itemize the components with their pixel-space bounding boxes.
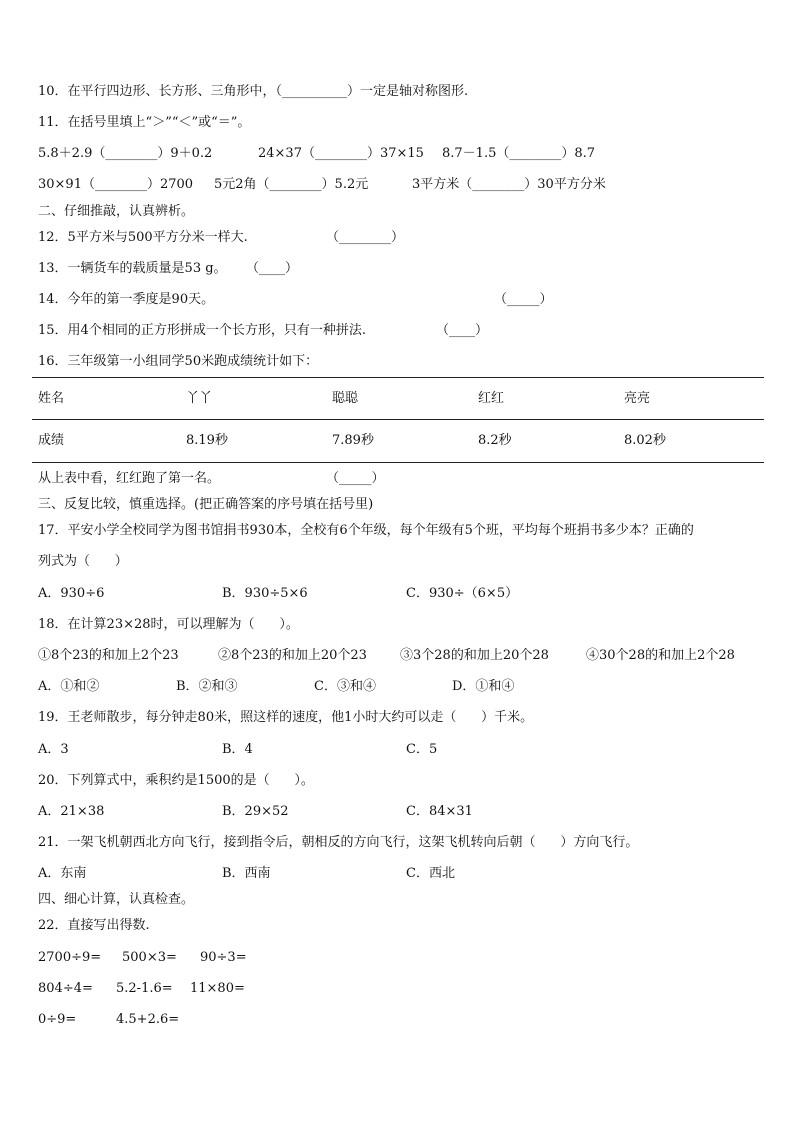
calc-item: 804÷4= [38, 981, 93, 996]
table-cell: 成绩 [38, 433, 65, 448]
calc-item: 5.2-1.6= [116, 981, 173, 996]
answer-parens: （____） [246, 261, 299, 276]
option: B．4 [222, 742, 253, 757]
option: B．930÷5×6 [222, 586, 308, 601]
statement-item: ④30个28的和加上2个28 [586, 648, 735, 663]
section-heading: 四、细心计算，认真检查。 [38, 892, 195, 907]
statement-item: ①8个23的和加上2个23 [38, 648, 179, 663]
question-14: 14．今年的第一季度是90天。 [38, 292, 215, 307]
option: B．②和③ [176, 679, 238, 694]
option: A．东南 [38, 866, 87, 881]
table-header-cell: 红红 [478, 391, 505, 406]
option: C．西北 [406, 866, 455, 881]
table-cell: 8.19秒 [186, 433, 228, 448]
question-16-statement: 从上表中看，红红跑了第一名。 [38, 471, 221, 486]
option: B．西南 [222, 866, 271, 881]
question-11: 11．在括号里填上“＞”“＜”或“＝”。 [38, 115, 251, 130]
statement-item: ②8个23的和加上20个23 [218, 648, 367, 663]
option: C．84×31 [406, 804, 473, 819]
statement-item: ③3个28的和加上20个28 [400, 648, 549, 663]
question-17-cont: 列式为（ ） [38, 554, 128, 569]
table-cell: 8.2秒 [478, 433, 512, 448]
table-header-cell: 亮亮 [624, 391, 651, 406]
option: A．3 [38, 742, 69, 757]
option: C．5 [406, 742, 438, 757]
table-bottom-rule [32, 462, 764, 463]
question-20: 20．下列算式中，乘积约是1500的是（ ）。 [38, 773, 314, 788]
question-16: 16．三年级第一小组同学50米跑成绩统计如下： [38, 354, 319, 369]
table-header-cell: 丫丫 [186, 391, 213, 406]
section-heading: 三、反复比较，慎重选择。(把正确答案的序号填在括号里) [38, 497, 374, 512]
answer-parens: （____） [436, 323, 489, 338]
option: A．①和② [38, 679, 100, 694]
question-13: 13．一辆货车的载质量是53 g。 [38, 261, 227, 276]
section-heading: 二、仔细推敲，认真辨析。 [38, 204, 195, 219]
option: D．①和④ [452, 679, 515, 694]
option: C．③和④ [314, 679, 376, 694]
answer-parens: （________） [326, 230, 405, 245]
table-top-rule [32, 377, 764, 378]
answer-parens: （_____） [494, 292, 553, 307]
compare-item: 5.8＋2.9（________）9＋0.2 [38, 146, 213, 161]
question-12: 12．5平方米与500平方分米一样大. [38, 230, 248, 245]
question-21: 21．一架飞机朝西北方向飞行，接到指令后，朝相反的方向飞行，这架飞机转向后朝（ ）方向飞行。 [38, 835, 639, 850]
compare-item: 3平方米（________）30平方分米 [412, 177, 606, 192]
table-header-cell: 聪聪 [332, 391, 359, 406]
compare-item: 5元2角（________）5.2元 [214, 177, 369, 192]
calc-item: 500×3= [122, 950, 177, 965]
option: A．21×38 [38, 804, 105, 819]
question-19: 19．王老师散步，每分钟走80米，照这样的速度，他1小时大约可以走（ ）千米。 [38, 710, 534, 725]
calc-item: 2700÷9= [38, 950, 102, 965]
compare-item: 24×37（________）37×15 [258, 146, 424, 161]
option: C．930÷（6×5） [406, 586, 519, 601]
table-mid-rule [32, 419, 764, 420]
compare-item: 30×91（________）2700 [38, 177, 194, 192]
answer-parens: （_____） [326, 471, 385, 486]
option: A．930÷6 [38, 586, 105, 601]
calc-item: 90÷3= [200, 950, 247, 965]
calc-item: 4.5+2.6= [116, 1012, 180, 1027]
question-18: 18．在计算23×28时，可以理解为（ ）。 [38, 617, 299, 632]
question-10: 10．在平行四边形、长方形、三角形中，（__________）一定是轴对称图形. [38, 84, 469, 99]
option: B．29×52 [222, 804, 289, 819]
question-17: 17．平安小学全校同学为图书馆捐书930本，全校有6个年级，每个年级有5个班，平均每个班捐书多少本？正确的 [38, 523, 694, 538]
table-cell: 7.89秒 [332, 433, 374, 448]
question-22: 22．直接写出得数. [38, 918, 150, 933]
table-header-cell: 姓名 [38, 391, 65, 406]
question-15: 15．用4个相同的正方形拼成一个长方形，只有一种拼法. [38, 323, 366, 338]
compare-item: 8.7－1.5（________）8.7 [442, 146, 596, 161]
calc-item: 11×80= [190, 981, 245, 996]
table-cell: 8.02秒 [624, 433, 666, 448]
calc-item: 0÷9= [38, 1012, 77, 1027]
